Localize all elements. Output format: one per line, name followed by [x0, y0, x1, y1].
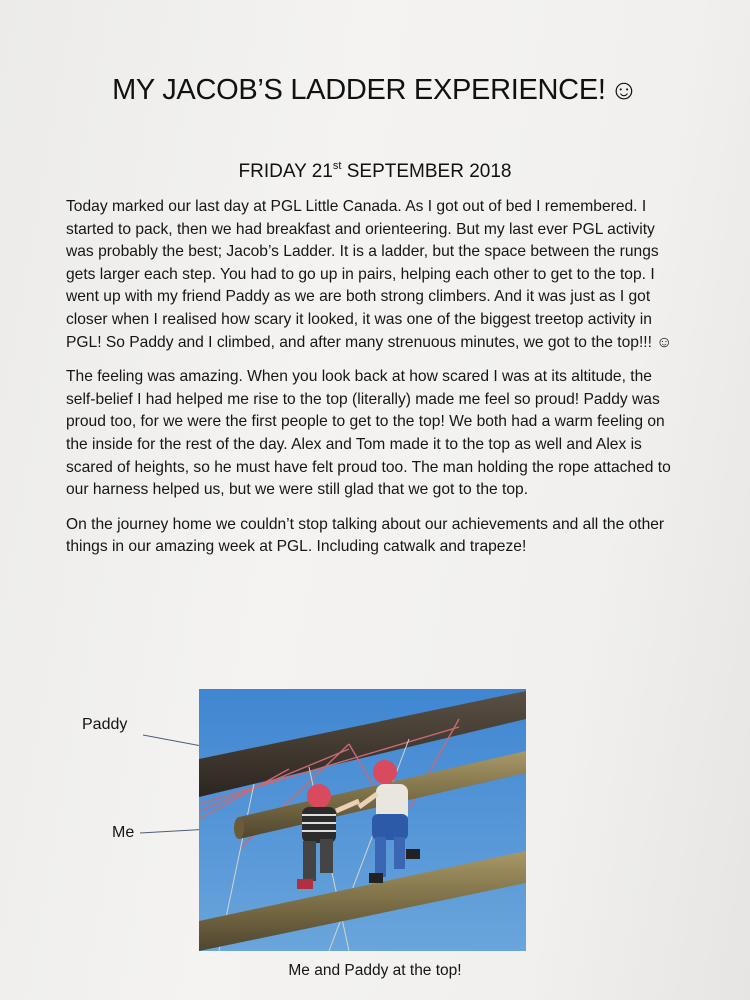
photo-caption: Me and Paddy at the top! [288, 962, 462, 979]
paragraph-1: Today marked our last day at PGL Little Canada. As I got out of bed I remembered. I started to pack, then we had breakfast and orienteering. But my last ever PGL activity was probably the best; Jacob’s Ladder. It is a ladder, but the space between the rungs gets larger each step. You had to go up in pairs, helping each other to get to the top. I went up with my friend Paddy as we are both strong climbers. And it was just as I got closer when I realised how scary it looked, it was one of the biggest treetop activity in PGL! So Paddy and I climbed, and after many strenuous minutes, we got to the top!!! ☺ [66, 198, 673, 351]
paragraph-3: On the journey home we couldn’t stop talking about our achievements and all the other things in our amazing week at PGL. Including catwalk and trapeze! [66, 515, 665, 556]
label-paddy: Paddy [82, 716, 128, 733]
date-suffix: SEPTEMBER 2018 [346, 161, 512, 182]
date-ordinal: st [332, 160, 342, 172]
smiley-icon: ☺ [609, 74, 638, 105]
date-heading [0, 160, 750, 183]
title-text: MY JACOB’S LADDER EXPERIENCE! [112, 74, 606, 106]
story-body [66, 196, 676, 571]
climbing-photo [199, 689, 526, 951]
paragraph-2: The feeling was amazing. When you look back at how scared I was at its altitude, the self-belief I had helped me rise to the top (literally) made me feel so proud! Paddy was proud too, for we were the first people to get to the top! We both had a warm feeling on the inside for the rest of the day. Alex and Tom made it to the top as well and Alex is scared of heights, so he must have felt proud too. The man holding the rope attached to our harness helped us, but we were still glad that we got to the top. [66, 368, 671, 499]
date-prefix: FRIDAY 21 [238, 161, 333, 182]
photo-illustration [199, 689, 526, 951]
label-me: Me [112, 824, 135, 841]
page-title [0, 74, 750, 107]
